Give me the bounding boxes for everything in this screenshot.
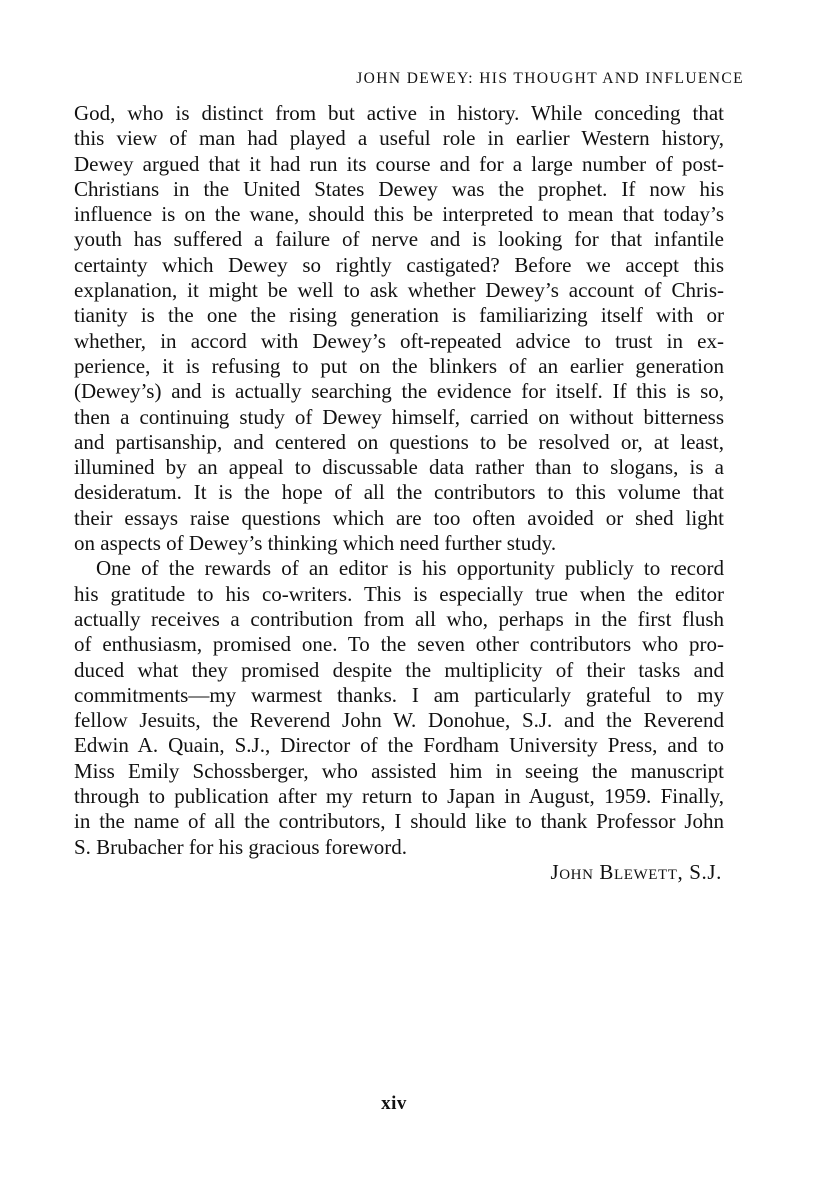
page-number: xiv — [381, 1093, 407, 1114]
text-line: and partisanship, and centered on questions to be resolved or, at least, — [74, 429, 724, 454]
paragraph-2 — [74, 556, 724, 860]
text-line: this view of man had played a useful role in earlier Western history, — [74, 126, 724, 151]
text-line: perience, it is refusing to put on the blinkers of an earlier generation — [74, 353, 724, 378]
text-line: Christians in the United States Dewey was the prophet. If now his — [74, 176, 724, 201]
text-line: Edwin A. Quain, S.J., Director of the Fordham University Press, and to — [74, 733, 724, 758]
text-line: through to publication after my return to Japan in August, 1959. Finally, — [74, 784, 724, 809]
text-line: desideratum. It is the hope of all the contributors to this volume that — [74, 480, 724, 505]
author-signature: John Blewett, S.J. — [550, 859, 722, 884]
text-line: Miss Emily Schossberger, who assisted him in seeing the manuscript — [74, 758, 724, 783]
body-text — [74, 101, 724, 885]
text-line: their essays raise questions which are too often avoided or shed light — [74, 505, 724, 530]
text-line: fellow Jesuits, the Reverend John W. Donohue, S.J. and the Reverend — [74, 708, 724, 733]
running-head: JOHN DEWEY: HIS THOUGHT AND INFLUENCE — [356, 70, 744, 87]
text-line: God, who is distinct from but active in history. While conceding that — [74, 101, 724, 125]
text-line: Dewey argued that it had run its course and for a large number of post- — [74, 151, 724, 176]
text-line: explanation, it might be well to ask whether Dewey’s account of Chris- — [74, 278, 724, 303]
text-line: commitments—my warmest thanks. I am particularly grateful to my — [74, 682, 724, 707]
text-line: youth has suffered a failure of nerve and is looking for that infantile — [74, 227, 724, 252]
text-line: duced what they promised despite the multiplicity of their tasks and — [74, 657, 724, 682]
text-line: influence is on the wane, should this be interpreted to mean that today’s — [74, 202, 724, 227]
text-line: on aspects of Dewey’s thinking which need further study. — [74, 531, 557, 556]
text-line: One of the rewards of an editor is his opportunity publicly to record — [96, 556, 724, 581]
text-line: whether, in accord with Dewey’s oft-repeated advice to trust in ex- — [74, 328, 724, 353]
text-line: illumined by an appeal to discussable data rather than to slogans, is a — [74, 455, 724, 480]
text-line: (Dewey’s) and is actually searching the evidence for itself. If this is so, — [74, 379, 724, 404]
text-line: actually receives a contribution from all who, perhaps in the first flush — [74, 606, 724, 631]
text-line: in the name of all the contributors, I should like to thank Professor John — [74, 809, 724, 834]
text-line: his gratitude to his co-writers. This is especially true when the editor — [74, 581, 724, 606]
paragraph-1 — [74, 101, 724, 556]
text-line: of enthusiasm, promised one. To the seven other contributors who pro- — [74, 632, 724, 657]
text-line: then a continuing study of Dewey himself, carried on without bitterness — [74, 404, 724, 429]
text-line: certainty which Dewey so rightly castigated? Before we accept this — [74, 252, 724, 277]
text-line: tianity is the one the rising generation is familiarizing itself with or — [74, 303, 724, 328]
text-line: S. Brubacher for his gracious foreword. — [74, 834, 407, 859]
